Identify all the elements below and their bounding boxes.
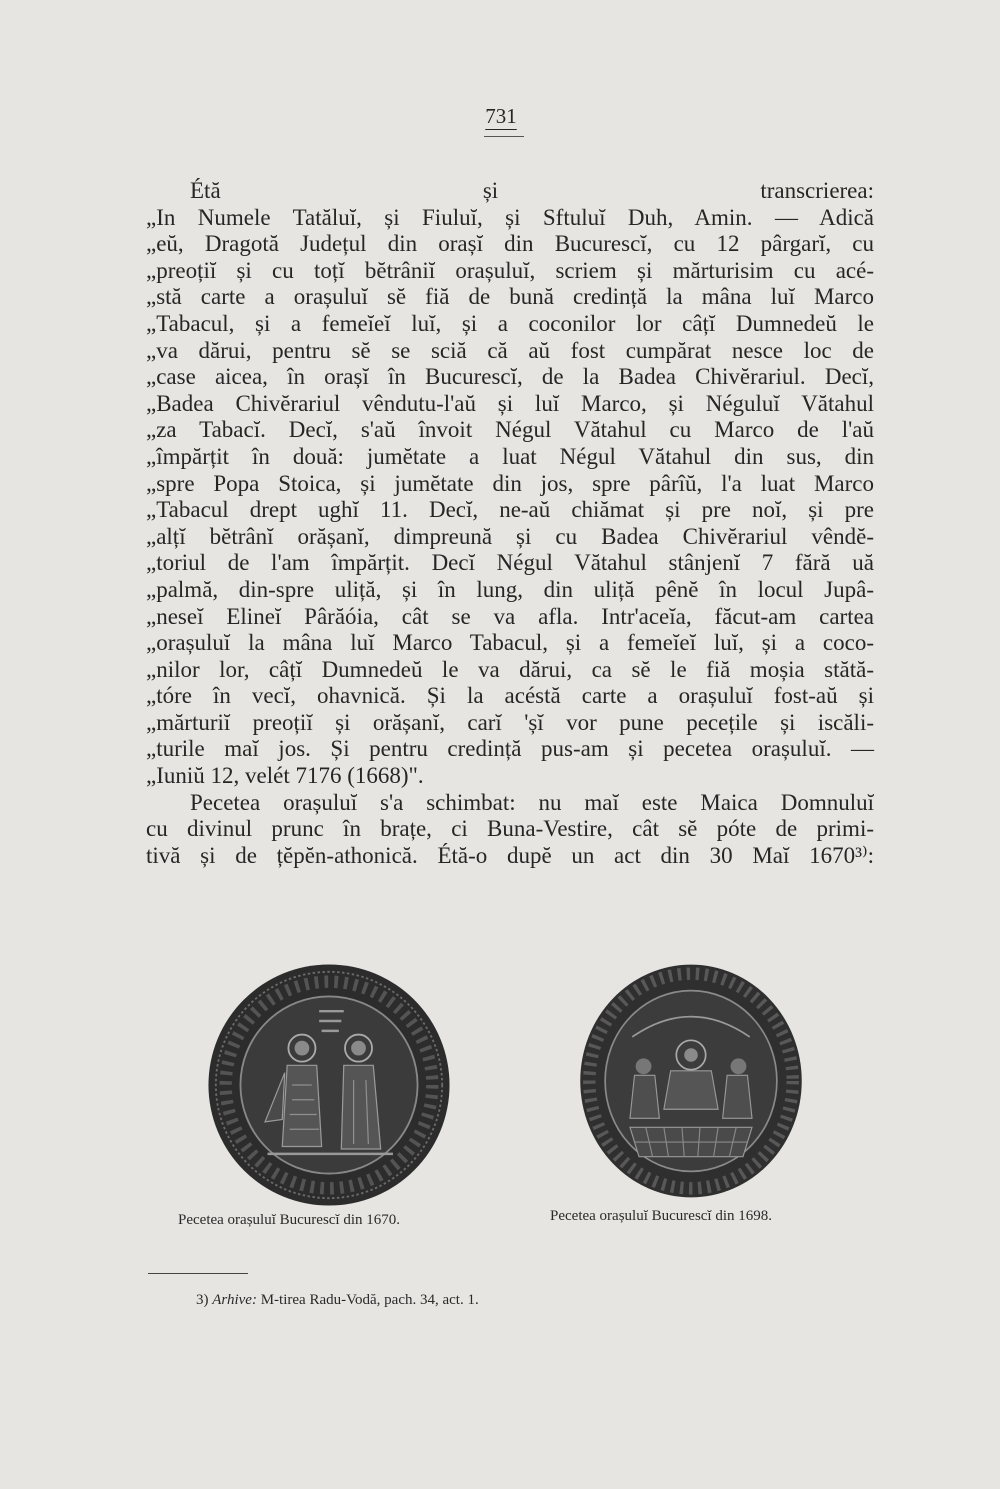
- text-line: Pecetea orașuluĭ s'a schimbat: nu maĭ este Maica Domnuluĭ: [190, 789, 874, 815]
- text-line: „palmă, din-spre uliță, și în lung, din uliță pênĕ în locul Jupâ-: [146, 576, 874, 602]
- text-line: „za Tabacĭ. Decĭ, s'aŭ învoit Négul Vătahul cu Marco de l'aŭ: [146, 417, 874, 443]
- footnote: [196, 1292, 479, 1309]
- text-line: cu divinul prunc în brațe, ci Buna-Vestire, cât sĕ póte de primi-: [146, 816, 874, 842]
- text-line: „nilor lor, câțĭ Dumnedeŭ le va dărui, ca sĕ le fiă moșia stătă-: [146, 656, 874, 682]
- text-line: „eŭ, Dragotă Județul din orașĭ din Bucurescĭ, cu 12 pârgarĭ, cu: [146, 231, 874, 257]
- text-line: „case aicea, în orașĭ în Bucurescĭ, de la Badea Chivĕrariul. Decĭ,: [146, 364, 874, 390]
- seal-1698-image: [578, 962, 804, 1200]
- footnote-marker: 3): [196, 1292, 209, 1308]
- text-line: „turile maĭ jos. Și pentru credință pus-am și pecetea orașuluĭ. —: [146, 736, 874, 762]
- text-line: „tóre în vecĭ, ohavnică. Și la acéstă carte a orașuluĭ fost-aŭ și: [146, 683, 874, 709]
- text-line: „preoțiĭ și cu toțĭ bĕtrâniĭ orașuluĭ, scriem și mărturisim cu acé-: [146, 257, 874, 283]
- text-line: „toriul de l'am împărțit. Decĭ Négul Vătahul stânjenĭ 7 fără uă: [146, 550, 874, 576]
- text-line: „Badea Chivĕrariul vêndutu-l'aŭ și luĭ Marco, și Néguluĭ Vătahul: [146, 390, 874, 416]
- text-line: „alțĭ bĕtrânĭ orășanĭ, dimpreună și cu Badea Chivĕrariul vêndĕ-: [146, 523, 874, 549]
- text-line: „împărțit în două: jumĕtate a luat Négul Vătahul din sus, din: [146, 443, 874, 469]
- text-line: „In Numele Tatăluĭ, și Fiuluĭ, și Sftuluĭ Duh, Amin. — Adică: [146, 204, 874, 230]
- text-line: Étă și transcrierea:: [190, 178, 874, 203]
- footnote-text: M-tirea Radu-Vodă, pach. 34, act. 1.: [260, 1292, 479, 1308]
- page-number-rule: [484, 136, 524, 137]
- text-line: „spre Popa Stoica, și jumĕtate din jos, spre pârîŭ, l'a luat Marco: [146, 470, 874, 496]
- text-line: „va dărui, pentru sĕ se sciă că aŭ fost cumpărat nesce loc de: [146, 337, 874, 363]
- seal-1698-caption: Pecetea orașuluĭ Bucurescĭ din 1698.: [550, 1208, 773, 1224]
- page-number: 731: [485, 104, 517, 128]
- text-line: tivă și de țĕpĕn-athonică. Étă-o dupĕ un act din 30 Maĭ 1670³⁾:: [146, 842, 874, 868]
- body-text: [146, 178, 874, 869]
- text-line: „mărturiĭ preoțiĭ și orășanĭ, carĭ 'șĭ vor pune pecețile și iscăli-: [146, 709, 874, 735]
- text-line: „Iuniŭ 12, velét 7176 (1668)".: [146, 763, 424, 789]
- footnote-source: Arhive:: [212, 1292, 257, 1308]
- text-line: „Tabacul drept ughĭ 11. Decĭ, ne-aŭ chiămat și pre noĭ, și pre: [146, 497, 874, 523]
- text-line: „neseĭ Elineĭ Pârăóia, cât se va afla. Intr'aceĭa, făcut-am cartea: [146, 603, 874, 629]
- seal-1670-graphic: [206, 962, 452, 1208]
- seal-1670-caption: Pecetea orașuluĭ Bucurescĭ din 1670.: [178, 1212, 401, 1228]
- footnote-rule: [148, 1273, 248, 1274]
- text-line: „stă carte a orașuluĭ sĕ fiă de bună credință la mâna luĭ Marco: [146, 284, 874, 310]
- text-line: „orașuluĭ la mâna luĭ Marco Tabacul, și a femeĭeĭ luĭ, și a coco-: [146, 630, 874, 656]
- seal-1670-image: [206, 962, 452, 1208]
- text-line: „Tabacul, și a femeĭeĭ luĭ, și a coconilor lor câțĭ Dumnedeŭ le: [146, 310, 874, 336]
- seal-1698-graphic: [578, 962, 804, 1200]
